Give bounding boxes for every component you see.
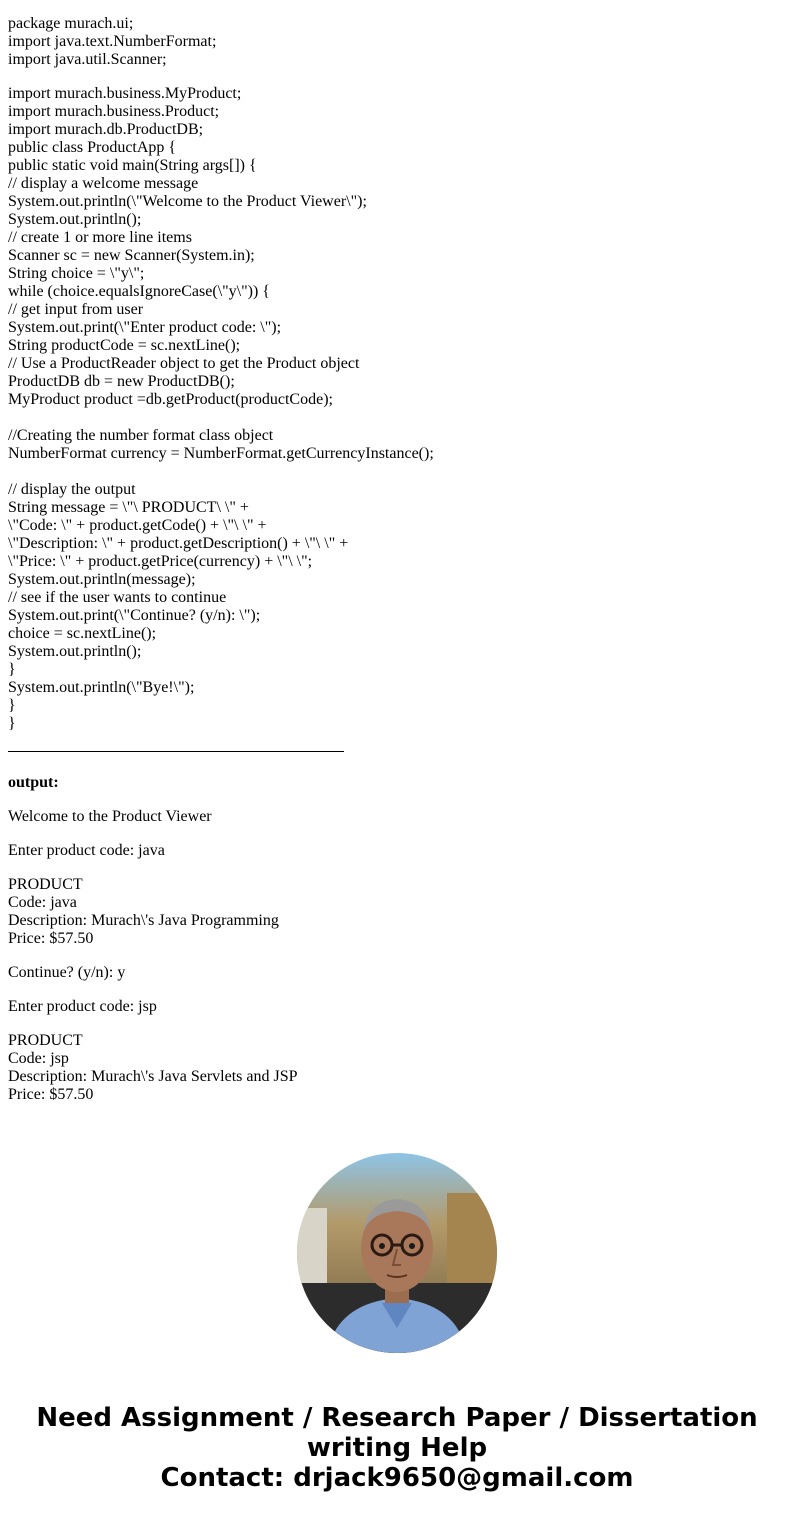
code-line: \"Code: \" + product.getCode() + \"\ \" + (8, 517, 267, 534)
code-line: } (8, 661, 16, 678)
code-line: System.out.print(\"Continue? (y/n): \"); (8, 607, 261, 624)
code-line: System.out.println(message); (8, 571, 196, 588)
banner-line-2: writing Help (306, 1433, 488, 1463)
output-line: PRODUCT (8, 1032, 83, 1049)
code-line: System.out.println(); (8, 211, 142, 228)
code-line: import murach.business.Product; (8, 103, 220, 120)
output-product-block-2 (8, 1032, 788, 1104)
output-line: Description: Murach\'s Java Servlets and JSP (8, 1068, 298, 1085)
code-line: \"Price: \" + product.getPrice(currency) + \"\ \"; (8, 553, 313, 570)
code-line: // display the output (8, 481, 136, 498)
code-line: } (8, 697, 16, 714)
code-line: while (choice.equalsIgnoreCase(\"y\")) { (8, 283, 270, 300)
code-line: // get input from user (8, 301, 144, 318)
code-line: System.out.println(\"Welcome to the Product Viewer\"); (8, 193, 367, 210)
code-line: MyProduct product =db.getProduct(productCode); (8, 391, 333, 408)
output-welcome: Welcome to the Product Viewer (8, 808, 212, 825)
horizontal-divider (8, 751, 344, 752)
code-line: System.out.println(\"Bye!\"); (8, 679, 195, 696)
banner-line-1: Need Assignment / Research Paper / Dissertation (36, 1403, 758, 1433)
code-line: NumberFormat currency = NumberFormat.getCurrencyInstance(); (8, 445, 434, 462)
avatar-illustration (297, 1153, 497, 1353)
code-line: // see if the user wants to continue (8, 589, 227, 606)
output-line: Code: jsp (8, 1050, 69, 1067)
code-line: String choice = \"y\"; (8, 265, 145, 282)
code-line: // display a welcome message (8, 175, 199, 192)
code-line: System.out.println(); (8, 643, 142, 660)
banner-contact-email: Contact: drjack9650@gmail.com (160, 1463, 634, 1493)
code-line: // create 1 or more line items (8, 229, 192, 246)
output-prompt-1: Enter product code: java (8, 842, 165, 859)
contact-banner (0, 1403, 794, 1493)
code-line: \"Description: \" + product.getDescription() + \"\ \" + (8, 535, 349, 552)
code-line: //Creating the number format class object (8, 427, 274, 444)
code-imports (8, 15, 788, 69)
output-line: Price: $57.50 (8, 1086, 94, 1103)
code-line: String message = \"\ PRODUCT\ \" + (8, 499, 249, 516)
code-line: String productCode = sc.nextLine(); (8, 337, 241, 354)
output-heading: output: (8, 774, 59, 791)
person-photo-avatar (297, 1153, 497, 1353)
code-line: import murach.business.MyProduct; (8, 85, 242, 102)
code-line (8, 463, 788, 481)
output-line: Code: java (8, 894, 77, 911)
code-line: public class ProductApp { (8, 139, 177, 156)
code-line: } (8, 715, 16, 732)
output-line: Price: $57.50 (8, 930, 94, 947)
code-line: Scanner sc = new Scanner(System.in); (8, 247, 255, 264)
output-prompt-2: Enter product code: jsp (8, 998, 157, 1015)
code-line: ProductDB db = new ProductDB(); (8, 373, 235, 390)
code-line: // Use a ProductReader object to get the Product object (8, 355, 360, 372)
code-line (8, 409, 788, 427)
output-product-block-1 (8, 876, 788, 948)
code-listing (8, 85, 788, 733)
code-line: import java.util.Scanner; (8, 51, 167, 68)
code-line: System.out.print(\"Enter product code: \"); (8, 319, 282, 336)
output-continue-prompt: Continue? (y/n): y (8, 964, 126, 981)
code-line: package murach.ui; (8, 15, 134, 32)
code-line: public static void main(String args[]) { (8, 157, 257, 174)
output-line: PRODUCT (8, 876, 83, 893)
code-line: import java.text.NumberFormat; (8, 33, 217, 50)
code-line: choice = sc.nextLine(); (8, 625, 157, 642)
code-line: import murach.db.ProductDB; (8, 121, 204, 138)
document-body (8, 15, 788, 1120)
output-line: Description: Murach\'s Java Programming (8, 912, 279, 929)
